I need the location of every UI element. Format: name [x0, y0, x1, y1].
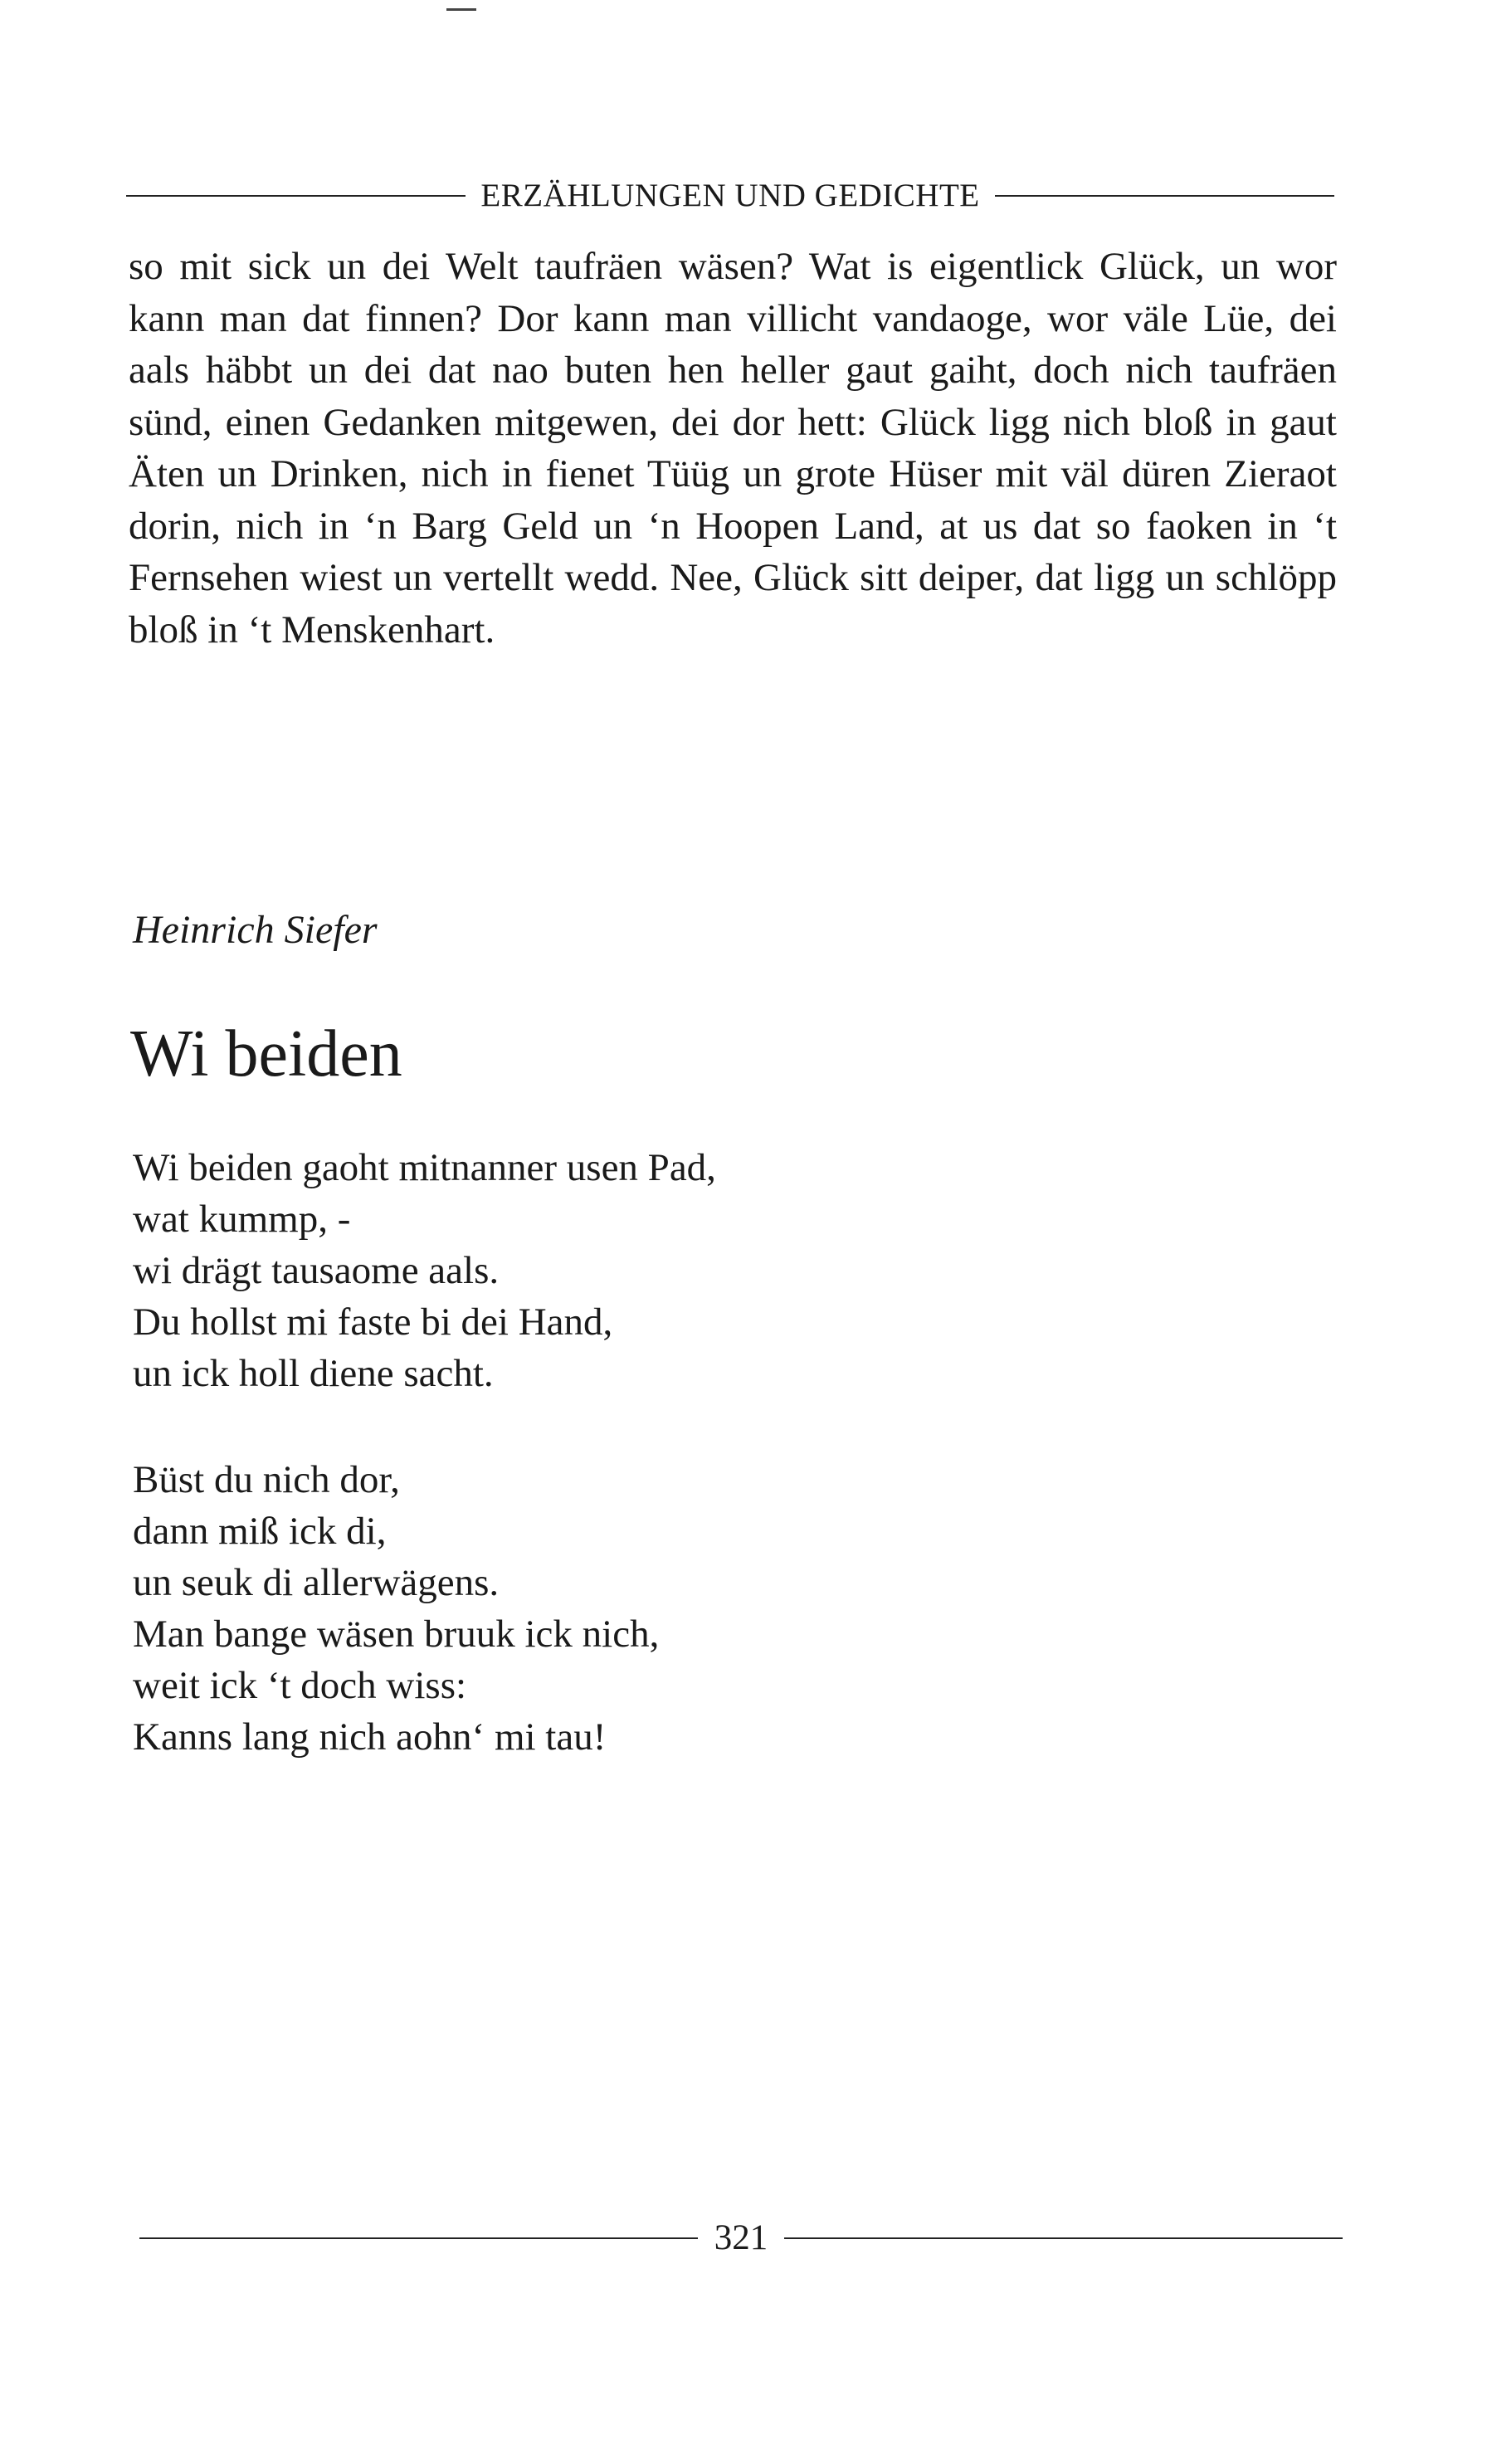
poem-stanza-1: [133, 1142, 716, 1399]
header-rule-right: [995, 195, 1334, 197]
top-edge-mark: [446, 8, 476, 11]
poem-line: Büst du nich dor,: [133, 1458, 400, 1501]
poem-line: wi drägt tausaome aals.: [133, 1249, 500, 1292]
poem-line: Man bange wäsen bruuk ick nich,: [133, 1613, 660, 1656]
poem-line: un seuk di allerwägens.: [133, 1561, 500, 1604]
poem-line: Wi beiden gaoht mitnanner usen Pad,: [133, 1146, 716, 1189]
page-footer: [139, 2218, 1343, 2258]
running-header: [126, 177, 1334, 214]
poem-line: dann miß ick di,: [133, 1510, 387, 1553]
poem-line: weit ick ‘t doch wiss:: [133, 1664, 467, 1707]
poem-line: wat kummp, -: [133, 1198, 351, 1241]
poem-line: Kanns lang nich aohn‘ mi tau!: [133, 1715, 607, 1759]
footer-rule-left: [139, 2237, 698, 2239]
poem-author: Heinrich Siefer: [133, 908, 378, 952]
poem-title: Wi beiden: [130, 1017, 402, 1091]
running-title: ERZÄHLUNGEN UND GEDICHTE: [480, 178, 980, 213]
poem-stanza-2: [133, 1454, 659, 1763]
poem-line: un ick holl diene sacht.: [133, 1352, 494, 1395]
header-rule-left: [126, 195, 466, 197]
page-number: 321: [714, 2218, 768, 2257]
footer-rule-right: [784, 2237, 1343, 2239]
poem-line: Du hollst mi faste bi dei Hand,: [133, 1300, 613, 1344]
prose-paragraph: so mit sick un dei Welt taufräen wäsen? Wat is eigentlick Glück, un wor kann man dat finnen? Dor kann man villicht vandaoge, wor väle Lüe, dei aals häbbt un dei dat nao buten hen heller gaut gaiht, doch nich taufräen sünd, einen Gedanken mitgewen, dei dor hett: Glück ligg nich bloß in gaut Äten un Drinken, nich in fienet Tüüg un grote Hüser mit väl düren Zieraot dorin, nich in ‘n Barg Geld un ‘n Hoopen Land, at us dat so faoken in ‘t Fernsehen wiest un vertellt wedd. Nee, Glück sitt deiper, dat ligg un schlöpp bloß in ‘t Menskenhart.: [129, 245, 1337, 651]
